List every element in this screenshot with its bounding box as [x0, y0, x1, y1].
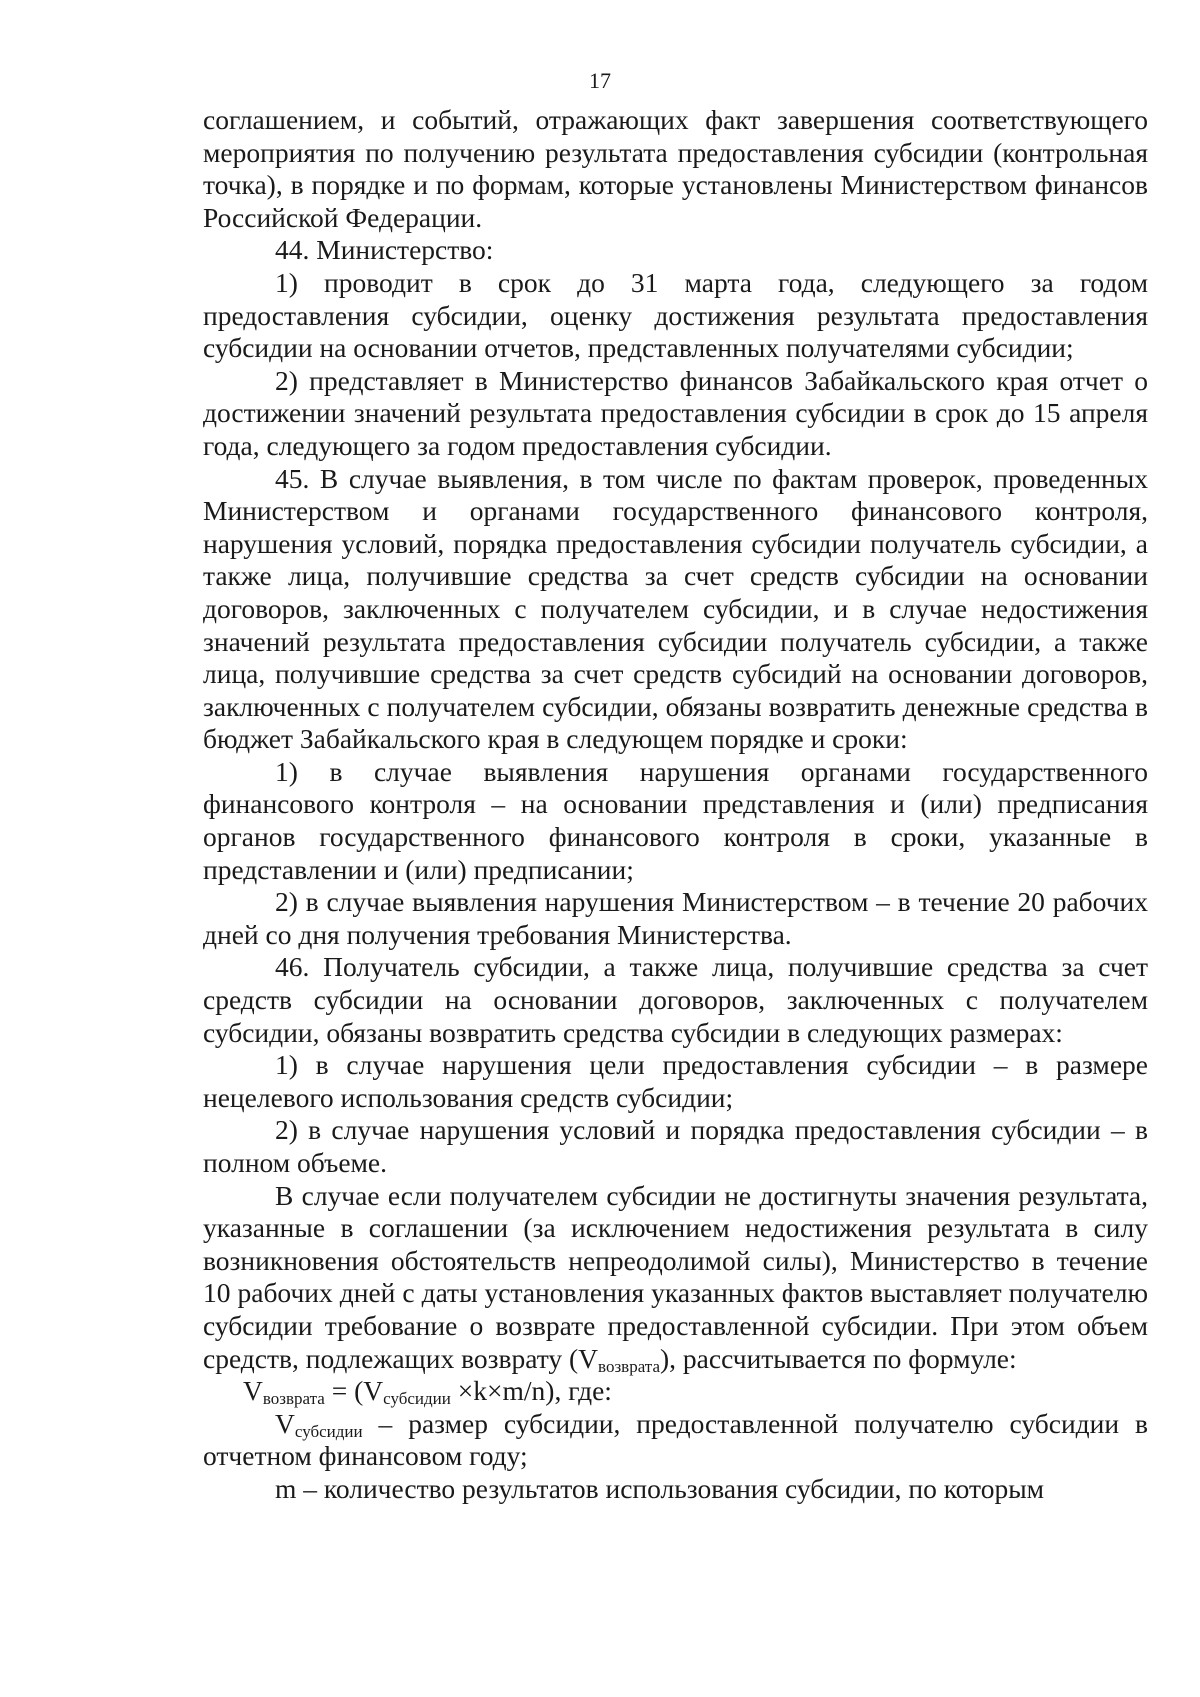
paragraph: соглашением, и событий, отражающих факт завершения соответствующего мероприятия по получению результата предоставления субсидии (контрольная точка), в порядке и по формам, которые установлены Министерством финансов Российской Федерации.: [203, 104, 1148, 233]
document-body: [203, 104, 1148, 1506]
clause-45-item-1: 1) в случае выявления нарушения органами государственного финансового контроля – на основании представления и (или) предписания органов государственного финансового контроля в сроки, указанные в представлении и (или) предписании;: [203, 755, 1148, 885]
clause-46-item-2: 2) в случае нарушения условий и порядка предоставления субсидии – в полном объеме.: [203, 1114, 1148, 1178]
clause-45: 45. В случае выявления, в том числе по фактам проверок, проведенных Министерством и органами государственного финансового контроля, нарушения условий, порядка предоставления субсидии получатель субсидии, а также лица, получившие средства за счет средств субсидии на основании договоров, заключенных с получателем субсидии, и в случае недостижения значений результата предоставления субсидии получатель субсидии, а также лица, получившие средства за счет средств субсидий на основании договоров, заключенных с получателем субсидии, обязаны возвратить денежные средства в бюджет Забайкальского края в следующем порядке и сроки:: [203, 462, 1148, 755]
clause-44-item-2: 2) представляет в Министерство финансов Забайкальского края отчет о достижении значений результата предоставления субсидии в срок до 15 апреля года, следующего за годом предоставления субсидии.: [203, 364, 1148, 461]
clause-46-item-1: 1) в случае нарушения цели предоставления субсидии – в размере нецелевого использования средств субсидии;: [203, 1049, 1148, 1113]
definition-m: m – количество результатов использования субсидии, по которым: [275, 1472, 1045, 1504]
return-paragraph: В случае если получателем субсидии не достигнуты значения результата, указанные в соглашении (за исключением недостижения результата в силу возникновения обстоятельств непреодолимой силы), Министерство в течение 10 рабочих дней с даты установления указанных фактов выставляет получателю субсидии требование о возврате предоставленной субсидии. При этом объем средств, подлежащих возврату $(V_{возврата})$, рассчитывается по формуле:: [203, 1179, 1148, 1376]
clause-45-item-2: 2) в случае выявления нарушения Министерством – в течение 20 рабочих дней со дня получения требования Министерства.: [203, 886, 1148, 950]
clause-46: 46. Получатель субсидии, а также лица, получившие средства за счет средств субсидии на основании договоров, заключенных с получателем субсидии, обязаны возвратить средства субсидии в следующих размерах:: [203, 951, 1148, 1048]
return-paragraph-text: В случае если получателем субсидии не достигнуты значения результата, указанные в соглашении (за исключением недостижения результата в силу возникновения обстоятельств непреодолимой силы), Министерство в течение 10 рабочих дней с даты установления указанных фактов выставляет получателю субсидии требование о возврате предоставленной субсидии. При этом объем средств, подлежащих возврату: [203, 1179, 1148, 1374]
clause-44-heading: 44. Министерство:: [275, 234, 494, 266]
definition-v-subsidii: $V_{субсидии}$ – размер субсидии, предоставленной получателю субсидии в отчетном финансовом году;: [203, 1407, 1148, 1472]
page-number: 17: [589, 68, 611, 93]
return-formula: $V_{возврата} = (V_{субсидии} \times k\times m/n)$, где:: [243, 1375, 612, 1409]
clause-44-item-1: 1) проводит в срок до 31 марта года, следующего за годом предоставления субсидии, оценку достижения результата предоставления субсидии на основании отчетов, представленных получателями субсидии;: [203, 266, 1148, 364]
return-paragraph-tail: рассчитывается по формуле:: [682, 1342, 1017, 1374]
